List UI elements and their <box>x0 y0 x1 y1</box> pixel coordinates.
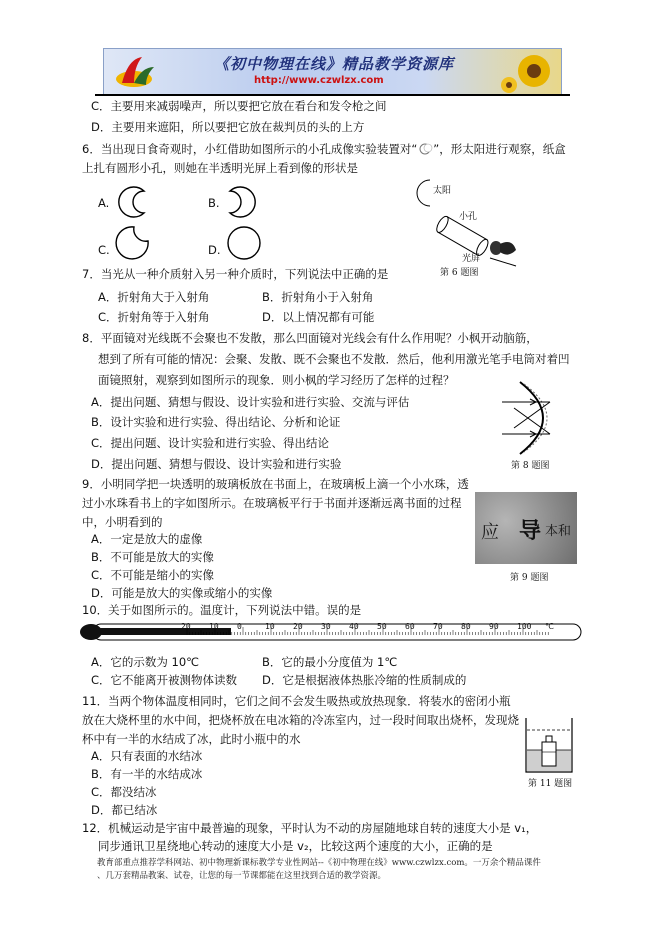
thermometer-scale-label: 20 <box>181 622 191 631</box>
q11-fig-caption: 第 11 题图 <box>528 779 573 789</box>
q6-fig-label-screen: 光屏 <box>462 254 481 264</box>
q9-fig-char-3: 本和 <box>545 524 572 539</box>
q9-stem-2: 过小水珠看书上的字如图所示。在玻璃板平行于书面并逐渐远离书面的过程 <box>82 496 462 510</box>
q12-stem-2: 同步通讯卫星绕地心转动的速度大小是 v₂，比较这两个速度的大小，正确的是 <box>98 839 493 853</box>
q6-option-c: C. <box>98 243 110 257</box>
q10-option-c: C．它不能离开被测物体读数 <box>91 673 238 687</box>
thermometer-scale-label: 70 <box>433 622 443 631</box>
q6-option-a: A. <box>98 196 110 210</box>
thermometer-scale-label: 100 <box>517 622 532 631</box>
q9-option-c: C．不可能是缩小的实像 <box>91 568 215 582</box>
q9-fig-char-1: 应 <box>481 522 499 543</box>
footer-line-1: 教育部重点推荐学科网站、初中物理新课标教学专业性网站--《初中物理在线》www.czwlzx.com。一万余个精品课件 <box>97 858 541 868</box>
thermometer-scale-label: 0 <box>237 622 242 631</box>
q6-shape-c <box>114 225 150 261</box>
q8-option-b: B．设计实验和进行实验、得出结论、分析和论证 <box>91 415 341 429</box>
thermometer-scale-label: 30 <box>321 622 331 631</box>
q6-figure <box>400 178 520 268</box>
thermometer-body <box>79 622 587 642</box>
q6-fig-label-sun: 太阳 <box>433 186 452 196</box>
thermometer-scale-label: 10 <box>209 622 219 631</box>
q11-option-c: C．都没结冰 <box>91 785 157 799</box>
header-banner <box>103 48 562 95</box>
q5-option-c: C．主要用来减弱噪声，所以要把它放在看台和发令枪之间 <box>91 99 387 113</box>
thermometer-scale-label: 10 <box>265 622 275 631</box>
q11-stem-2: 放在大烧杯里的水中间，把烧杯放在电冰箱的冷冻室内，过一段时间取出烧杯，发现烧 <box>82 713 519 727</box>
q9-fig-char-2: 导 <box>519 518 542 544</box>
q6-fig-caption: 第 6 题图 <box>440 268 479 278</box>
banner-title: 《初中物理在线》精品教学资源库 <box>214 55 455 73</box>
q10-stem: 10．关于如图所示的。温度计，下列说法中错。误的是 <box>82 603 362 617</box>
q10-thermometer <box>79 622 587 642</box>
q8-option-a: A．提出问题、猜想与假设、设计实验和进行实验、交流与评估 <box>91 395 410 409</box>
q8-figure <box>500 378 578 458</box>
partial-sun-icon <box>417 143 433 155</box>
q9-option-b: B．不可能是放大的实像 <box>91 550 214 564</box>
q6-fig-label-hole: 小孔 <box>459 212 478 222</box>
q10-option-d: D．它是根据液体热胀冷缩的性质制成的 <box>262 673 467 687</box>
banner-url[interactable]: http://www.czwlzx.com <box>254 75 384 86</box>
q9-fig-caption: 第 9 题图 <box>510 573 549 583</box>
q6-option-d: D. <box>208 243 221 257</box>
q6-shape-d <box>226 225 262 261</box>
site-logo-icon <box>112 53 162 91</box>
q6-option-b: B. <box>208 196 220 210</box>
q7-option-b: B．折射角小于入射角 <box>262 290 374 304</box>
thermometer-scale-label: 40 <box>349 622 359 631</box>
q7-stem: 7．当光从一种介质射入另一种介质时，下列说法中正确的是 <box>82 267 389 281</box>
q6-shape-b <box>226 185 260 219</box>
q6-stem-1: 6．当出现日食奇观时，小红借助如图所示的小孔成像实验装置对“ ”，形太阳进行观察，纸盒 <box>82 142 566 156</box>
thermometer-scale-label: 20 <box>293 622 303 631</box>
thermometer-scale-label: 50 <box>377 622 387 631</box>
q8-stem-1: 8．平面镜对光线既不会聚也不发散，那么凹面镜对光线会有什么作用呢？小枫开动脑筋， <box>82 331 538 345</box>
q9-option-a: A．一定是放大的虚像 <box>91 532 203 546</box>
q11-option-b: B．有一半的水结成冰 <box>91 767 203 781</box>
thermometer-scale-label: 90 <box>489 622 499 631</box>
q8-option-c: C．提出问题、设计实验和进行实验、得出结论 <box>91 436 330 450</box>
thermometer-scale-label: 60 <box>405 622 415 631</box>
q7-option-d: D．以上情况都有可能 <box>262 310 375 324</box>
footer-line-2: 、几万套精品教案、试卷，让您的每一节课都能在这里找到合适的教学资源。 <box>97 871 387 881</box>
header-rule <box>95 94 570 96</box>
q8-stem-3: 面镜照射，观察到如图所示的现象．则小枫的学习经历了怎样的过程？ <box>98 373 455 387</box>
thermometer-scale-label: 80 <box>461 622 471 631</box>
q11-option-d: D．都已结冰 <box>91 803 158 817</box>
thermometer-scale-label: ℃ <box>545 622 554 631</box>
q5-option-d: D．主要用来遮阳，所以要把它放在裁判员的头的上方 <box>91 120 365 134</box>
sunflower-icon <box>499 49 561 94</box>
q9-stem-1: 9．小明同学把一块透明的玻璃板放在书面上，在玻璃板上滴一个小水珠，透 <box>82 477 469 491</box>
q8-fig-caption: 第 8 题图 <box>511 461 550 471</box>
q11-option-a: A．只有表面的水结冰 <box>91 749 203 763</box>
q8-stem-2: 想到了所有可能的情况：会聚、发散、既不会聚也不发散．然后，他利用激光笔手电筒对着凹 <box>98 352 570 366</box>
q11-figure <box>522 716 576 774</box>
q6-stem-2: 上扎有圆形小孔，则她在半透明光屏上看到像的形状是 <box>82 161 358 175</box>
q6-shape-a <box>114 185 148 219</box>
q12-stem-1: 12．机械运动是宇宙中最普遍的现象，平时认为不动的房屋随地球自转的速度大小是 v₁， <box>82 821 538 835</box>
q7-option-c: C．折射角等于入射角 <box>98 310 210 324</box>
q10-option-b: B．它的最小分度值为 1℃ <box>262 655 398 669</box>
q11-stem-3: 杯中有一半的水结成了冰，此时小瓶中的水 <box>82 732 301 746</box>
q11-stem-1: 11．当两个物体温度相同时，它们之间不会发生吸热或放热现象．将装水的密闭小瓶 <box>82 694 511 708</box>
q8-option-d: D．提出问题、猜想与假设、设计实验和进行实验 <box>91 457 342 471</box>
q9-figure <box>475 492 577 564</box>
q9-stem-3: 中，小明看到的 <box>82 515 163 529</box>
q9-option-d: D．可能是放大的实像或缩小的实像 <box>91 586 273 600</box>
q10-option-a: A．它的示数为 10℃ <box>91 655 200 669</box>
q7-option-a: A．折射角大于入射角 <box>98 290 210 304</box>
